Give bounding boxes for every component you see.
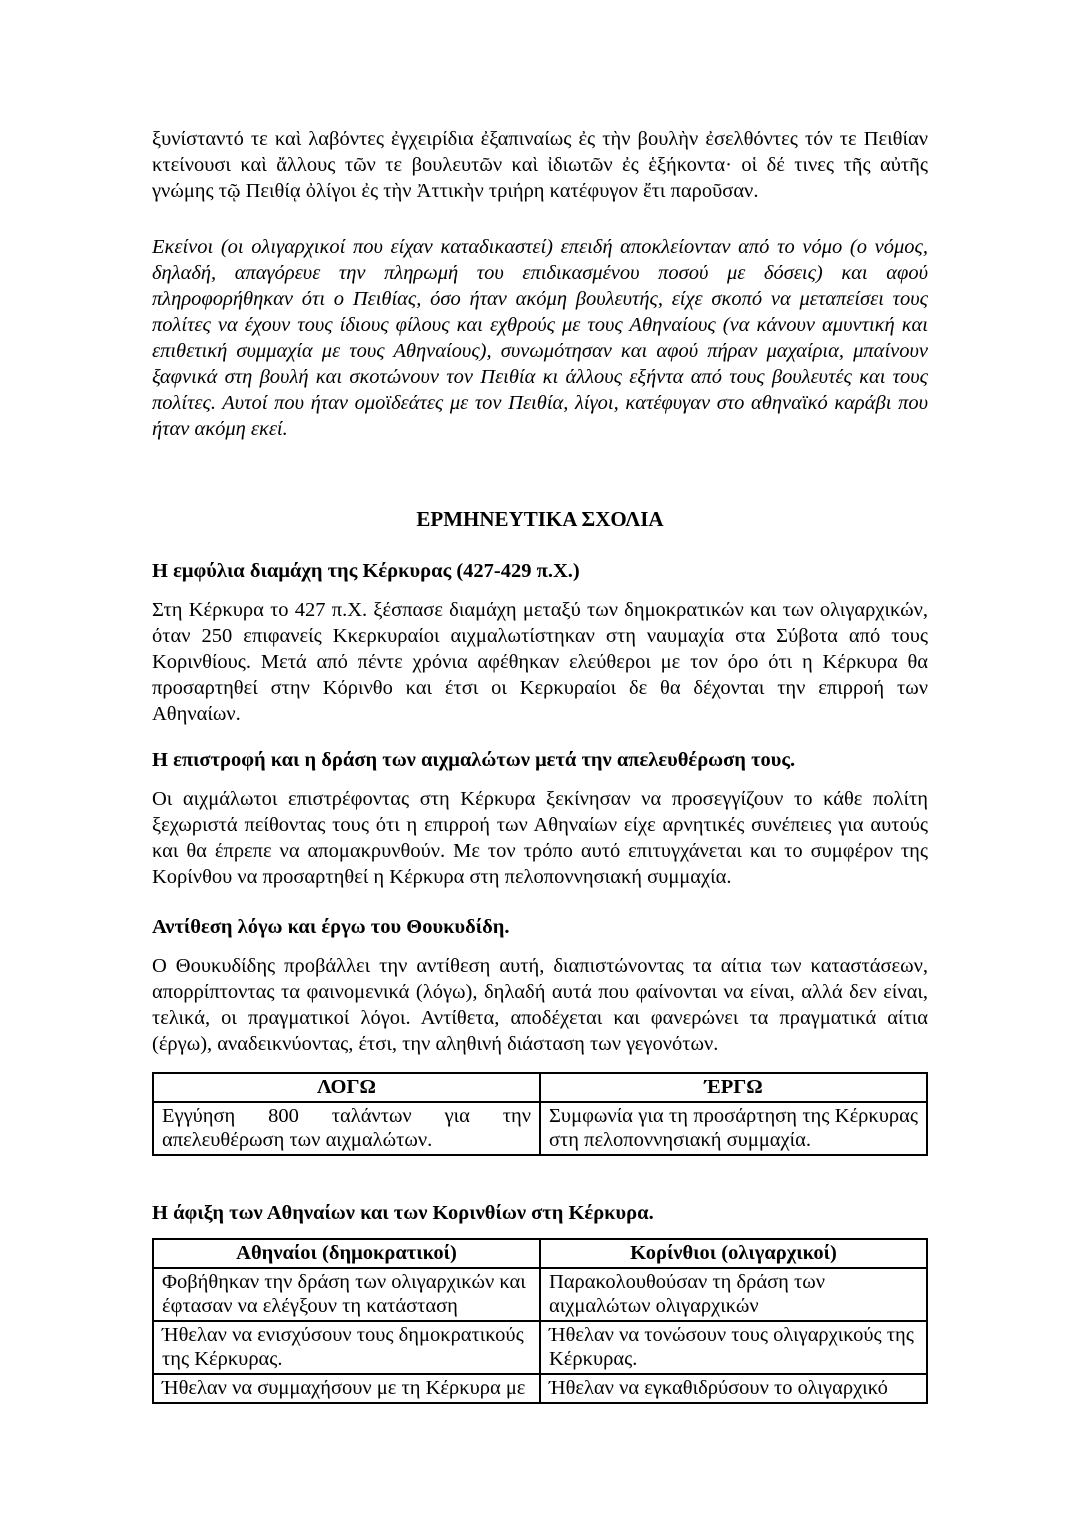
passage-translation: Εκείνοι (οι ολιγαρχικοί που είχαν καταδικαστεί) επειδή αποκλείονταν από το νόμο (ο νόμος, δηλαδή, απαγόρευε την πληρωμή του επιδικασμένου ποσού με δόσεις) και αφού πληροφορήθηκαν ότι ο Πειθίας, όσο ήταν ακόμη βουλευτής, είχε σκοπό να μεταπείσει τους πολίτες να έχουν τους ίδιους φίλους και εχθρούς με τους Αθηναίους (να κάνουν αμυντική και επιθετική συμμαχία με τους Αθηναίους), συνωμότησαν και αφού πήραν μαχαίρια, μπαίνουν ξαφνικά στη βουλή και σκοτώνουν τον Πειθία κι άλλους εξήντα από τους βουλευτές και τους πολίτες. Αυτοί που ήταν ομοϊδεάτες με τον Πειθία, λίγοι, κατέφυγαν στο αθηναϊκό καράβι που ήταν ακόμη εκεί. <box>152 236 928 440</box>
table-row <box>153 1321 927 1374</box>
logo-ergo-table <box>152 1072 928 1156</box>
table-row <box>153 1102 927 1155</box>
paragraph-captives-return: Οι αιχμάλωτοι επιστρέφοντας στη Κέρκυρα ξεκίνησαν να προσεγγίζουν το κάθε πολίτη ξεχωριστά πείθοντας τους ότι η επιρροή των Αθηναίων είχε αρνητικές συνέπειες για αυτούς και θα έπρεπε να απομακρυνθούν. Με τον τρόπο αυτό επιτυγχάνεται και το συμφέρον της Κορίνθου να προσαρτηθεί η Κέρκυρα στη πελοποννησιακή συμμαχία. <box>152 788 928 888</box>
athenians-cell: Ήθελαν να ενισχύσουν τους δημοκρατικούς της Κέρκυρας. <box>153 1321 540 1374</box>
ancient-greek-passage: ξυνίσταντό τε καὶ λαβόντες ἐγχειρίδια ἐξαπιναίως ἐς τὴν βουλὴν ἐσελθόντες τόν τε Πειθίαν κτείνουσι καὶ ἄλλους τῶν τε βουλευτῶν καὶ ἰδιωτῶν ἐς ἑξήκοντα· οἱ δέ τινες τῆς αὐτῆς γνώμης τῷ Πειθίᾳ ὀλίγοι ἐς τὴν Ἀττικὴν τριήρη κατέφυγον ἔτι παροῦσαν. <box>152 128 928 202</box>
subheading-captives-return: Η επιστροφή και η δράση των αιχμαλώτων μετά την απελευθέρωση τους. <box>152 749 796 771</box>
table-header-row <box>153 1073 927 1102</box>
corinthians-cell: Ήθελαν να εγκαθιδρύσουν το ολιγαρχικό <box>540 1374 927 1403</box>
arrival-table <box>152 1238 928 1404</box>
ergo-cell: Συμφωνία για τη προσάρτηση της Κέρκυρας στη πελοποννησιακή συμμαχία. <box>540 1102 927 1155</box>
corinthians-cell: Ήθελαν να τονώσουν τους ολιγαρχικούς της Κέρκυρας. <box>540 1321 927 1374</box>
logo-cell: Εγγύηση 800 ταλάντων για την απελευθέρωση των αιχμαλώτων. <box>153 1102 540 1155</box>
paragraph-civil-strife: Στη Κέρκυρα το 427 π.Χ. ξέσπασε διαμάχη μεταξύ των δημοκρατικών και των ολιγαρχικών, όταν 250 επιφανείς Κκερκυραίοι αιχμαλωτίστηκαν στη ναυμαχία στα Σύβοτα από τους Κορινθίους. Μετά από πέντε χρόνια αφέθηκαν ελεύθεροι με τον όρο ότι η Κέρκυρα θα προσαρτηθεί στην Κόρινθο και έτσι οι Κερκυραίοι δε θα δέχονται την επιρροή των Αθηναίων. <box>152 599 928 725</box>
corinthians-cell: Παρακολουθούσαν τη δράση των αιχμαλώτων ολιγαρχικών <box>540 1268 927 1321</box>
table-row <box>153 1268 927 1321</box>
logo-header-cell: ΛΟΓΩ <box>153 1073 540 1102</box>
athenians-cell: Φοβήθηκαν την δράση των ολιγαρχικών και έφτασαν να ελέγξουν τη κατάσταση <box>153 1268 540 1321</box>
athenians-cell: Ήθελαν να συμμαχήσουν με τη Κέρκυρα με <box>153 1374 540 1403</box>
section-title: ΕΡΜΗΝΕΥΤΙΚΑ ΣΧΟΛΙΑ <box>416 507 664 531</box>
table-header-row <box>153 1239 927 1268</box>
subheading-civil-strife: Η εμφύλια διαμάχη της Κέρκυρας (427-429 π.Χ.) <box>152 560 580 582</box>
athenians-header-cell: Αθηναίοι (δημοκρατικοί) <box>153 1239 540 1268</box>
subheading-arrival: Η άφιξη των Αθηναίων και των Κορινθίων στη Κέρκυρα. <box>152 1202 654 1224</box>
table-row <box>153 1374 927 1403</box>
corinthians-header-cell: Κορίνθιοι (ολιγαρχικοί) <box>540 1239 927 1268</box>
ergo-header-cell: ΈΡΓΩ <box>540 1073 927 1102</box>
paragraph-logo-ergo-contrast: Ο Θουκυδίδης προβάλλει την αντίθεση αυτή, διαπιστώνοντας τα αίτια των καταστάσεων, απορρίπτοντας τα φαινομενικά (λόγω), δηλαδή αυτά που φαίνονται να είναι, αλλά δεν είναι, τελικά, οι πραγματικοί λόγοι. Αντίθετα, αποδέχεται και φανερώνει τα πραγματικά αίτια (έργω), αναδεικνύοντας, έτσι, την αληθινή διάσταση των γεγονότων. <box>152 955 928 1055</box>
subheading-logo-ergo-contrast: Αντίθεση λόγω και έργω του Θουκυδίδη. <box>152 916 510 938</box>
